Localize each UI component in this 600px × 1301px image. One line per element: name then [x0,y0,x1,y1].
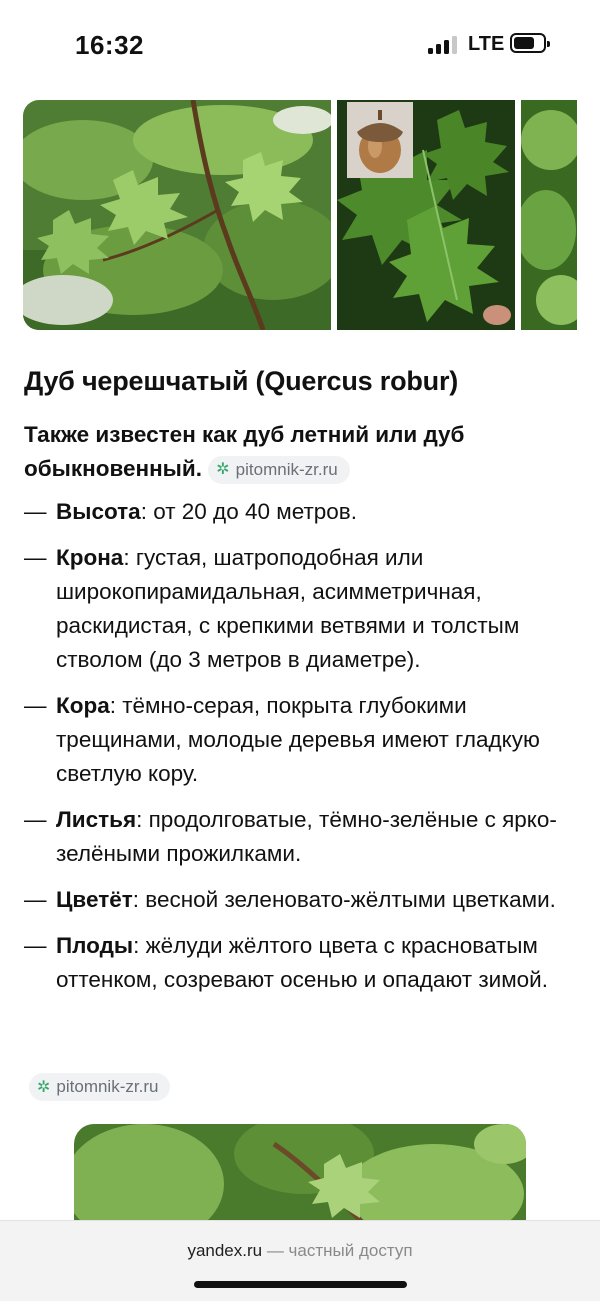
oak-leaves-acorn-photo[interactable] [337,100,515,330]
fact-label: Кора [56,693,110,718]
acorn-thumbnail [347,102,413,178]
bottom-source-chip[interactable] [29,1073,170,1101]
fact-fruits [24,929,584,997]
fact-label: Листья [56,807,137,832]
subtitle-text: Также известен как дуб летний или дуб обыкновенный [24,422,465,481]
fact-crown [24,541,584,677]
oak-leaves-partial-photo[interactable] [521,100,577,330]
sprout-icon: ✲ [216,461,230,479]
cellular-signal-icon [428,36,460,54]
fact-text: : весной зеленовато-жёлтыми цветками. [132,887,556,912]
fact-leaves [24,803,584,871]
battery-icon [510,33,546,53]
network-type: LTE [468,33,505,55]
bottom-source-chip-label: pitomnik-zr.ru [56,1077,159,1096]
fact-label: Крона [56,545,124,570]
article-title: Дуб черешчатый (Quercus robur) [24,366,459,396]
sprout-icon: ✲ [37,1079,51,1096]
bullet-dash: — [24,545,47,570]
source-chip[interactable] [208,456,349,484]
article-subtitle [24,418,564,486]
fact-label: Цветёт [56,887,133,912]
fact-label: Плоды [56,933,134,958]
browser-bottom-bar [0,1220,600,1301]
fact-text: : густая, шатроподобная или широкопирамидальная, асимметричная, раскидистая, с крепкими ветвями и толстым стволом (до 3 метров в диаметре). [56,545,520,672]
fact-bark [24,689,584,791]
bottom-source-chip-wrap [29,1073,170,1101]
fact-blooms [24,883,584,917]
bullet-dash: — [24,887,47,912]
subtitle-end: . [195,456,202,481]
bullet-dash: — [24,693,47,718]
oak-branch-photo[interactable] [23,100,331,330]
fact-text: : жёлуди жёлтого цвета с красноватым оттенком, созревают осенью и опадают зимой. [56,933,549,992]
domain-label: yandex.ru [187,1241,263,1260]
bullet-dash: — [24,499,47,524]
status-bar [0,0,600,90]
address-line[interactable] [0,1241,600,1261]
home-indicator[interactable] [194,1281,407,1288]
fact-text: : от 20 до 40 метров. [140,499,358,524]
image-gallery[interactable] [23,100,577,330]
oak-leaves-large-photo[interactable] [74,1124,526,1224]
bullet-dash: — [24,933,47,958]
fact-list [24,495,584,1009]
fact-text: : продолговатые, тёмно-зелёные с ярко-зелёными прожилками. [56,807,557,866]
fact-label: Высота [56,499,141,524]
access-label: — частный доступ [262,1241,413,1260]
clock: 16:32 [75,30,144,60]
fact-height [24,495,584,529]
bullet-dash: — [24,807,47,832]
source-chip-label: pitomnik-zr.ru [235,460,338,480]
fact-text: : тёмно-серая, покрыта глубокими трещинами, молодые деревья имеют гладкую светлую кору. [56,693,540,786]
